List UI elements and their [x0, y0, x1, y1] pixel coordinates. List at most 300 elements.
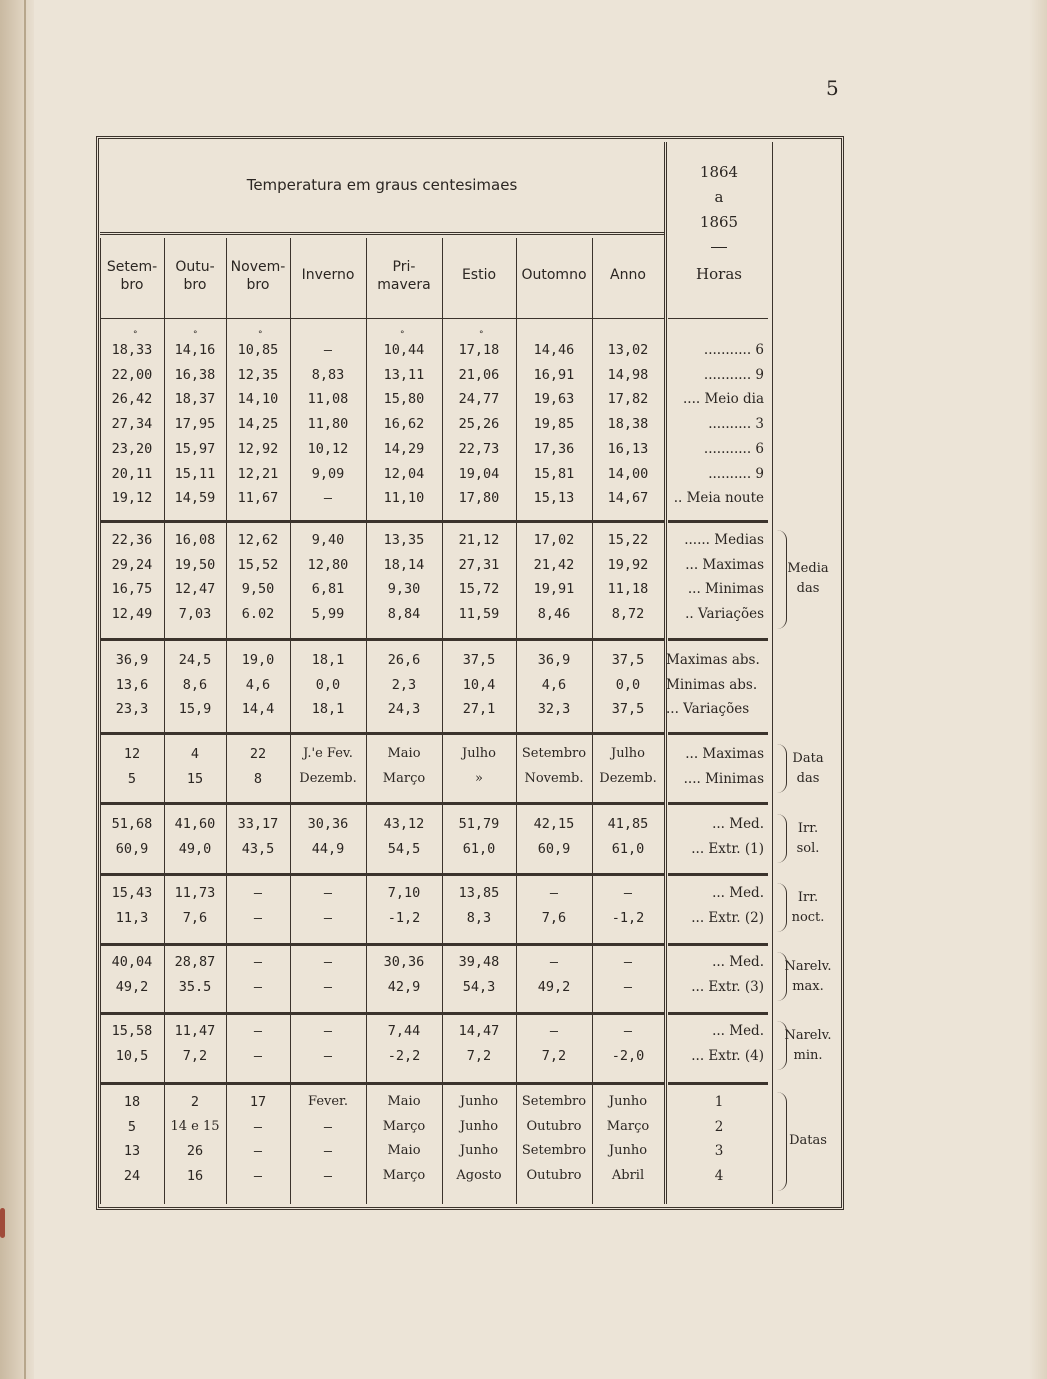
section-rule — [100, 1082, 664, 1085]
table-cell: 6,81 — [311, 581, 345, 598]
group-label — [776, 559, 840, 599]
table-cell: -1,2 — [387, 909, 421, 926]
column-header-line: bro — [120, 277, 144, 293]
table-cell: 49,0 — [178, 840, 212, 857]
column-header-line: Outu- — [175, 259, 215, 275]
table-cell: 5 — [127, 1118, 137, 1135]
table-cell: 24,77 — [458, 391, 500, 408]
column-header-line: Setem- — [106, 259, 158, 275]
group-label-line: das — [796, 770, 820, 786]
table-cell: 23,20 — [111, 440, 153, 457]
table-cell: 17,80 — [458, 490, 500, 507]
table-cell: 10,85 — [237, 342, 279, 358]
table-cell: 23,3 — [115, 701, 149, 718]
table-cell: 12,04 — [383, 465, 425, 482]
table-cell: 10,5 — [115, 1047, 149, 1064]
table-cell: 16,75 — [111, 581, 153, 598]
table-cell: 25,26 — [458, 416, 500, 433]
table-cell: Abril — [611, 1168, 645, 1184]
table-cell: J.'e Fev. — [303, 746, 353, 761]
table-cell: 4,6 — [245, 676, 271, 693]
table-cell: 12 — [123, 746, 141, 762]
period-connector: a — [714, 188, 724, 206]
table-cell: — — [323, 954, 333, 970]
degree-mark: ° — [400, 330, 405, 340]
table-cell: 11,73 — [174, 885, 216, 901]
table-cell: 2,3 — [391, 676, 417, 693]
section-rule — [668, 638, 768, 641]
table-cell: 19,50 — [174, 556, 216, 573]
row-label: ... Extr. (1) — [691, 840, 764, 857]
table-cell: 17,18 — [458, 342, 500, 358]
table-cell: — — [323, 490, 333, 507]
group-label-line: Irr. — [797, 889, 819, 905]
table-cell: 9,40 — [311, 532, 345, 548]
table-cell: 15,97 — [174, 440, 216, 457]
table-cell: 41,85 — [607, 816, 649, 832]
table-cell: — — [323, 1168, 333, 1185]
section-rule — [100, 1012, 664, 1015]
table-cell: 15,80 — [383, 391, 425, 408]
column-header — [226, 258, 290, 294]
table-cell: 11,08 — [307, 391, 349, 408]
period-column-rule — [664, 142, 667, 238]
degree-mark: ° — [258, 330, 263, 340]
table-cell: 19,04 — [458, 465, 500, 482]
group-label-line: sol. — [796, 840, 820, 856]
table-cell: — — [323, 909, 333, 926]
table-cell: 5 — [127, 770, 137, 787]
table-cell: 11,3 — [115, 909, 149, 926]
row-label: ... Med. — [712, 816, 764, 832]
table-cell: 17,82 — [607, 391, 649, 408]
table-cell: 22,00 — [111, 366, 153, 383]
table-cell: 7,2 — [466, 1047, 492, 1064]
table-cell: 11,59 — [458, 606, 500, 623]
table-title: Temperatura em graus centesimaes — [246, 176, 518, 194]
table-cell: 43,12 — [383, 816, 425, 832]
table-cell: 0,0 — [315, 676, 341, 693]
column-header-line: Novem- — [230, 259, 286, 275]
row-label: 1 — [714, 1094, 724, 1110]
table-cell: 18 — [123, 1094, 141, 1110]
table-cell: — — [253, 909, 263, 926]
table-cell: 17,36 — [533, 440, 575, 457]
table-cell: 26 — [186, 1143, 204, 1160]
group-label-line: min. — [793, 1047, 823, 1063]
table-cell: 16,13 — [607, 440, 649, 457]
table-cell: » — [475, 770, 483, 786]
table-cell: Dezemb. — [599, 770, 657, 786]
table-cell: 42,15 — [533, 816, 575, 832]
section-rule — [668, 732, 768, 735]
table-cell: — — [253, 1118, 263, 1135]
table-cell: 61,0 — [462, 840, 496, 857]
table-cell: 22,73 — [458, 440, 500, 457]
column-header-line: Outomno — [521, 267, 587, 283]
table-cell: 4,6 — [541, 676, 567, 693]
table-cell: 19,63 — [533, 391, 575, 408]
column-header-line: Pri- — [392, 259, 416, 275]
table-cell: 49,2 — [537, 978, 571, 995]
table-cell: 9,50 — [241, 581, 275, 598]
table-cell: 19,0 — [241, 652, 275, 668]
row-label: ... Maximas — [685, 556, 764, 573]
column-header — [164, 258, 226, 294]
group-label-line: noct. — [791, 909, 825, 925]
table-cell: Setembro — [521, 1094, 587, 1109]
table-cell: 15,13 — [533, 490, 575, 507]
table-cell: 17 — [249, 1094, 267, 1110]
table-cell: 18,1 — [311, 652, 345, 668]
column-header — [442, 266, 516, 284]
section-rule — [668, 1082, 768, 1085]
table-cell: 26,42 — [111, 391, 153, 408]
table-cell: Março — [606, 1118, 650, 1134]
table-cell: 21,42 — [533, 556, 575, 573]
table-cell: 9,30 — [387, 581, 421, 598]
table-cell: 14,4 — [241, 701, 275, 718]
table-cell: 13,11 — [383, 366, 425, 383]
section-rule — [100, 802, 664, 805]
table-cell: 24,5 — [178, 652, 212, 668]
book-spine — [0, 0, 34, 1379]
table-cell: 37,5 — [462, 652, 496, 668]
table-cell: — — [253, 1143, 263, 1160]
table-cell: 51,79 — [458, 816, 500, 832]
section-rule — [668, 873, 768, 876]
section-rule — [100, 943, 664, 946]
row-label: .... Meio dia — [682, 391, 764, 408]
degree-mark: ° — [479, 330, 484, 340]
row-label: ........... 6 — [703, 440, 764, 457]
row-label: ... Med. — [712, 1023, 764, 1039]
page-number: 5 — [826, 76, 839, 100]
table-cell: — — [623, 1023, 633, 1039]
table-cell: 54,3 — [462, 978, 496, 995]
table-cell: 14,46 — [533, 342, 575, 358]
table-cell: 15,81 — [533, 465, 575, 482]
column-header-line: bro — [183, 277, 207, 293]
table-cell: Dezemb. — [299, 770, 357, 786]
period-from: 1864 — [699, 163, 739, 181]
table-cell: 8,46 — [537, 606, 571, 623]
table-cell: 16,38 — [174, 366, 216, 383]
table-cell: 43,5 — [241, 840, 275, 857]
degree-mark: ° — [133, 330, 138, 340]
row-label: 4 — [714, 1168, 724, 1185]
row-label: .. Meia noute — [673, 490, 764, 507]
row-label: ... Med. — [712, 885, 764, 901]
table-cell: 51,68 — [111, 816, 153, 832]
table-cell: 14 e 15 — [170, 1118, 220, 1134]
table-cell: Junho — [459, 1094, 499, 1109]
table-cell: Junho — [459, 1143, 499, 1159]
table-cell: 8,3 — [466, 909, 492, 926]
table-cell: 14,16 — [174, 342, 216, 358]
table-cell: 15 — [186, 770, 204, 787]
column-header — [592, 266, 664, 284]
table-cell: 40,04 — [111, 954, 153, 970]
table-cell: 21,12 — [458, 532, 500, 548]
table-cell: 15,43 — [111, 885, 153, 901]
group-label-line: Datas — [789, 1133, 827, 1149]
group-label — [776, 819, 840, 859]
table-cell: 19,91 — [533, 581, 575, 598]
row-label: ... Minimas — [687, 581, 764, 598]
group-label-line: Data — [792, 750, 824, 766]
table-cell: 7,6 — [541, 909, 567, 926]
table-cell: 15,11 — [174, 465, 216, 482]
group-label-line: Media — [787, 561, 829, 577]
table-cell: — — [253, 954, 263, 970]
section-rule — [668, 943, 768, 946]
table-cell: 27,1 — [462, 701, 496, 718]
table-cell: 12,21 — [237, 465, 279, 482]
table-cell: 18,14 — [383, 556, 425, 573]
period-header — [666, 160, 772, 287]
table-cell: 18,38 — [607, 416, 649, 433]
table-cell: — — [253, 1023, 263, 1039]
section-rule — [668, 1012, 768, 1015]
column-header-line: Estio — [461, 267, 497, 283]
table-cell: -2,2 — [387, 1047, 421, 1064]
row-label: ... Extr. (3) — [691, 978, 764, 995]
table-cell: Outubro — [526, 1168, 582, 1184]
table-cell: 16,08 — [174, 532, 216, 548]
table-cell: 11,18 — [607, 581, 649, 598]
group-label — [776, 1026, 840, 1066]
table-cell: 6.02 — [241, 606, 275, 623]
table-cell: 21,06 — [458, 366, 500, 383]
table-cell: 11,67 — [237, 490, 279, 507]
section-rule — [668, 802, 768, 805]
table-cell: 15,9 — [178, 701, 212, 718]
table-cell: — — [253, 1047, 263, 1064]
table-cell: 36,9 — [537, 652, 571, 668]
table-cell: — — [253, 1168, 263, 1185]
column-header — [290, 266, 366, 284]
hours-label: Horas — [696, 265, 742, 283]
table-cell: 13 — [123, 1143, 141, 1160]
row-label: .......... 3 — [708, 416, 764, 433]
section-rule — [100, 520, 664, 523]
table-cell: 8 — [253, 770, 263, 787]
table-cell: 4 — [190, 746, 200, 762]
table-cell: Outubro — [526, 1118, 582, 1134]
table-cell: 15,22 — [607, 532, 649, 548]
table-cell: -2,0 — [611, 1047, 645, 1064]
table-cell: 29,24 — [111, 556, 153, 573]
group-label — [776, 1131, 840, 1151]
row-label: .... Minimas — [683, 770, 764, 787]
table-cell: 2 — [190, 1094, 200, 1110]
group-label — [776, 749, 840, 789]
row-label: ... Med. — [712, 954, 764, 970]
table-cell: Junho — [608, 1143, 648, 1159]
table-cell: Junho — [459, 1118, 499, 1134]
table-cell: — — [549, 954, 559, 970]
table-cell: 28,87 — [174, 954, 216, 970]
column-header — [100, 258, 164, 294]
column-header — [516, 266, 592, 284]
table-cell: 36,9 — [115, 652, 149, 668]
table-cell: 12,62 — [237, 532, 279, 548]
row-label: ........... 6 — [703, 342, 764, 358]
header-rule — [668, 318, 768, 319]
section-rule — [100, 873, 664, 876]
table-cell: 60,9 — [115, 840, 149, 857]
row-label: 2 — [714, 1118, 724, 1135]
table-cell: 20,11 — [111, 465, 153, 482]
row-label: Maximas abs. — [666, 652, 760, 668]
group-label — [776, 888, 840, 928]
table-cell: 10,4 — [462, 676, 496, 693]
table-cell: — — [323, 1118, 333, 1135]
table-cell: Julho — [611, 746, 645, 761]
table-cell: 16,62 — [383, 416, 425, 433]
table-cell: -1,2 — [611, 909, 645, 926]
title-box — [100, 142, 664, 235]
table-cell: — — [323, 1047, 333, 1064]
table-cell: 10,44 — [383, 342, 425, 358]
table-cell: 15,72 — [458, 581, 500, 598]
table-cell: 17,95 — [174, 416, 216, 433]
degree-mark: ° — [193, 330, 198, 340]
table-cell: — — [323, 978, 333, 995]
table-cell: 27,34 — [111, 416, 153, 433]
header-rule — [100, 318, 664, 319]
table-cell: Setembro — [521, 746, 587, 761]
margin-stain — [0, 1208, 5, 1238]
row-label: .. Variações — [685, 606, 764, 623]
spine-fold — [24, 0, 26, 1379]
group-label-line: Irr. — [797, 820, 819, 836]
table-cell: 35.5 — [178, 978, 212, 995]
table-cell: 11,47 — [174, 1023, 216, 1039]
table-cell: 19,85 — [533, 416, 575, 433]
table-cell: — — [323, 885, 333, 901]
row-label: Minimas abs. — [666, 676, 758, 693]
table-cell: 22 — [249, 746, 267, 762]
table-cell: 14,10 — [237, 391, 279, 408]
table-cell: 60,9 — [537, 840, 571, 857]
table-cell: 32,3 — [537, 701, 571, 718]
table-cell: 27,31 — [458, 556, 500, 573]
table-cell: — — [253, 885, 263, 901]
table-cell: 17,02 — [533, 532, 575, 548]
table-cell: 18,33 — [111, 342, 153, 358]
table-cell: Setembro — [521, 1143, 587, 1159]
table-cell: Maio — [387, 1094, 421, 1109]
table-cell: — — [549, 885, 559, 901]
table-cell: 8,6 — [182, 676, 208, 693]
table-cell: 7,44 — [387, 1023, 421, 1039]
table-cell: 13,02 — [607, 342, 649, 358]
table-cell: — — [623, 978, 633, 995]
table-cell: 30,36 — [383, 954, 425, 970]
table-cell: 9,09 — [311, 465, 345, 482]
table-cell: 14,47 — [458, 1023, 500, 1039]
table-cell: Maio — [387, 746, 421, 761]
table-cell: Novemb. — [524, 770, 584, 786]
table-cell: 7,6 — [182, 909, 208, 926]
group-label-line: max. — [792, 978, 824, 994]
table-cell: 22,36 — [111, 532, 153, 548]
table-cell: Agosto — [456, 1168, 502, 1184]
table-cell: — — [549, 1023, 559, 1039]
table-cell: — — [623, 954, 633, 970]
table-cell: 15,52 — [237, 556, 279, 573]
row-label: ... Extr. (4) — [691, 1047, 764, 1064]
table-cell: 44,9 — [311, 840, 345, 857]
table-cell: 7,2 — [541, 1047, 567, 1064]
group-label — [776, 957, 840, 997]
row-label: .......... 9 — [708, 465, 764, 482]
page-edge — [1029, 0, 1047, 1379]
table-cell: 14,25 — [237, 416, 279, 433]
period-to: 1865 — [699, 213, 739, 231]
table-cell: 10,12 — [307, 440, 349, 457]
row-label: ... Extr. (2) — [691, 909, 764, 926]
table-cell: 7,03 — [178, 606, 212, 623]
column-header-line: mavera — [377, 277, 431, 293]
table-cell: Fever. — [308, 1094, 348, 1109]
column-header-line: bro — [246, 277, 270, 293]
table-cell: 37,5 — [611, 652, 645, 668]
table-cell: 13,35 — [383, 532, 425, 548]
group-label-line: das — [796, 581, 820, 597]
table-cell: 18,1 — [311, 701, 345, 718]
group-label-line: Narelv. — [784, 1027, 832, 1043]
table-cell: 13,85 — [458, 885, 500, 901]
table-cell: 49,2 — [115, 978, 149, 995]
table-cell: 5,99 — [311, 606, 345, 623]
group-label-line: Narelv. — [784, 958, 832, 974]
table-cell: 13,6 — [115, 676, 149, 693]
table-cell: 37,5 — [611, 701, 645, 718]
table-cell: 26,6 — [387, 652, 421, 668]
table-cell: 11,10 — [383, 490, 425, 507]
table-cell: Março — [382, 1168, 426, 1184]
table-cell: 8,83 — [311, 366, 345, 383]
table-cell: Março — [382, 1118, 426, 1134]
table-cell: 18,37 — [174, 391, 216, 408]
table-cell: Junho — [608, 1094, 648, 1109]
table-cell: 12,49 — [111, 606, 153, 623]
table-cell: Julho — [462, 746, 496, 761]
column-header-line: Anno — [610, 267, 646, 283]
table-cell: 16 — [186, 1168, 204, 1185]
table-cell: 12,92 — [237, 440, 279, 457]
table-cell: 39,48 — [458, 954, 500, 970]
section-rule — [668, 520, 768, 523]
table-cell: 7,2 — [182, 1047, 208, 1064]
table-cell: 42,9 — [387, 978, 421, 995]
group-column-rule — [772, 142, 773, 1204]
table-cell: 14,59 — [174, 490, 216, 507]
section-rule — [100, 732, 664, 735]
row-label: ... Maximas — [685, 746, 764, 762]
table-cell: 14,29 — [383, 440, 425, 457]
table-cell: 19,92 — [607, 556, 649, 573]
table-cell: 61,0 — [611, 840, 645, 857]
table-cell: 11,80 — [307, 416, 349, 433]
table-cell: — — [323, 342, 333, 358]
table-cell: 41,60 — [174, 816, 216, 832]
table-cell: 8,84 — [387, 606, 421, 623]
table-cell: 12,47 — [174, 581, 216, 598]
